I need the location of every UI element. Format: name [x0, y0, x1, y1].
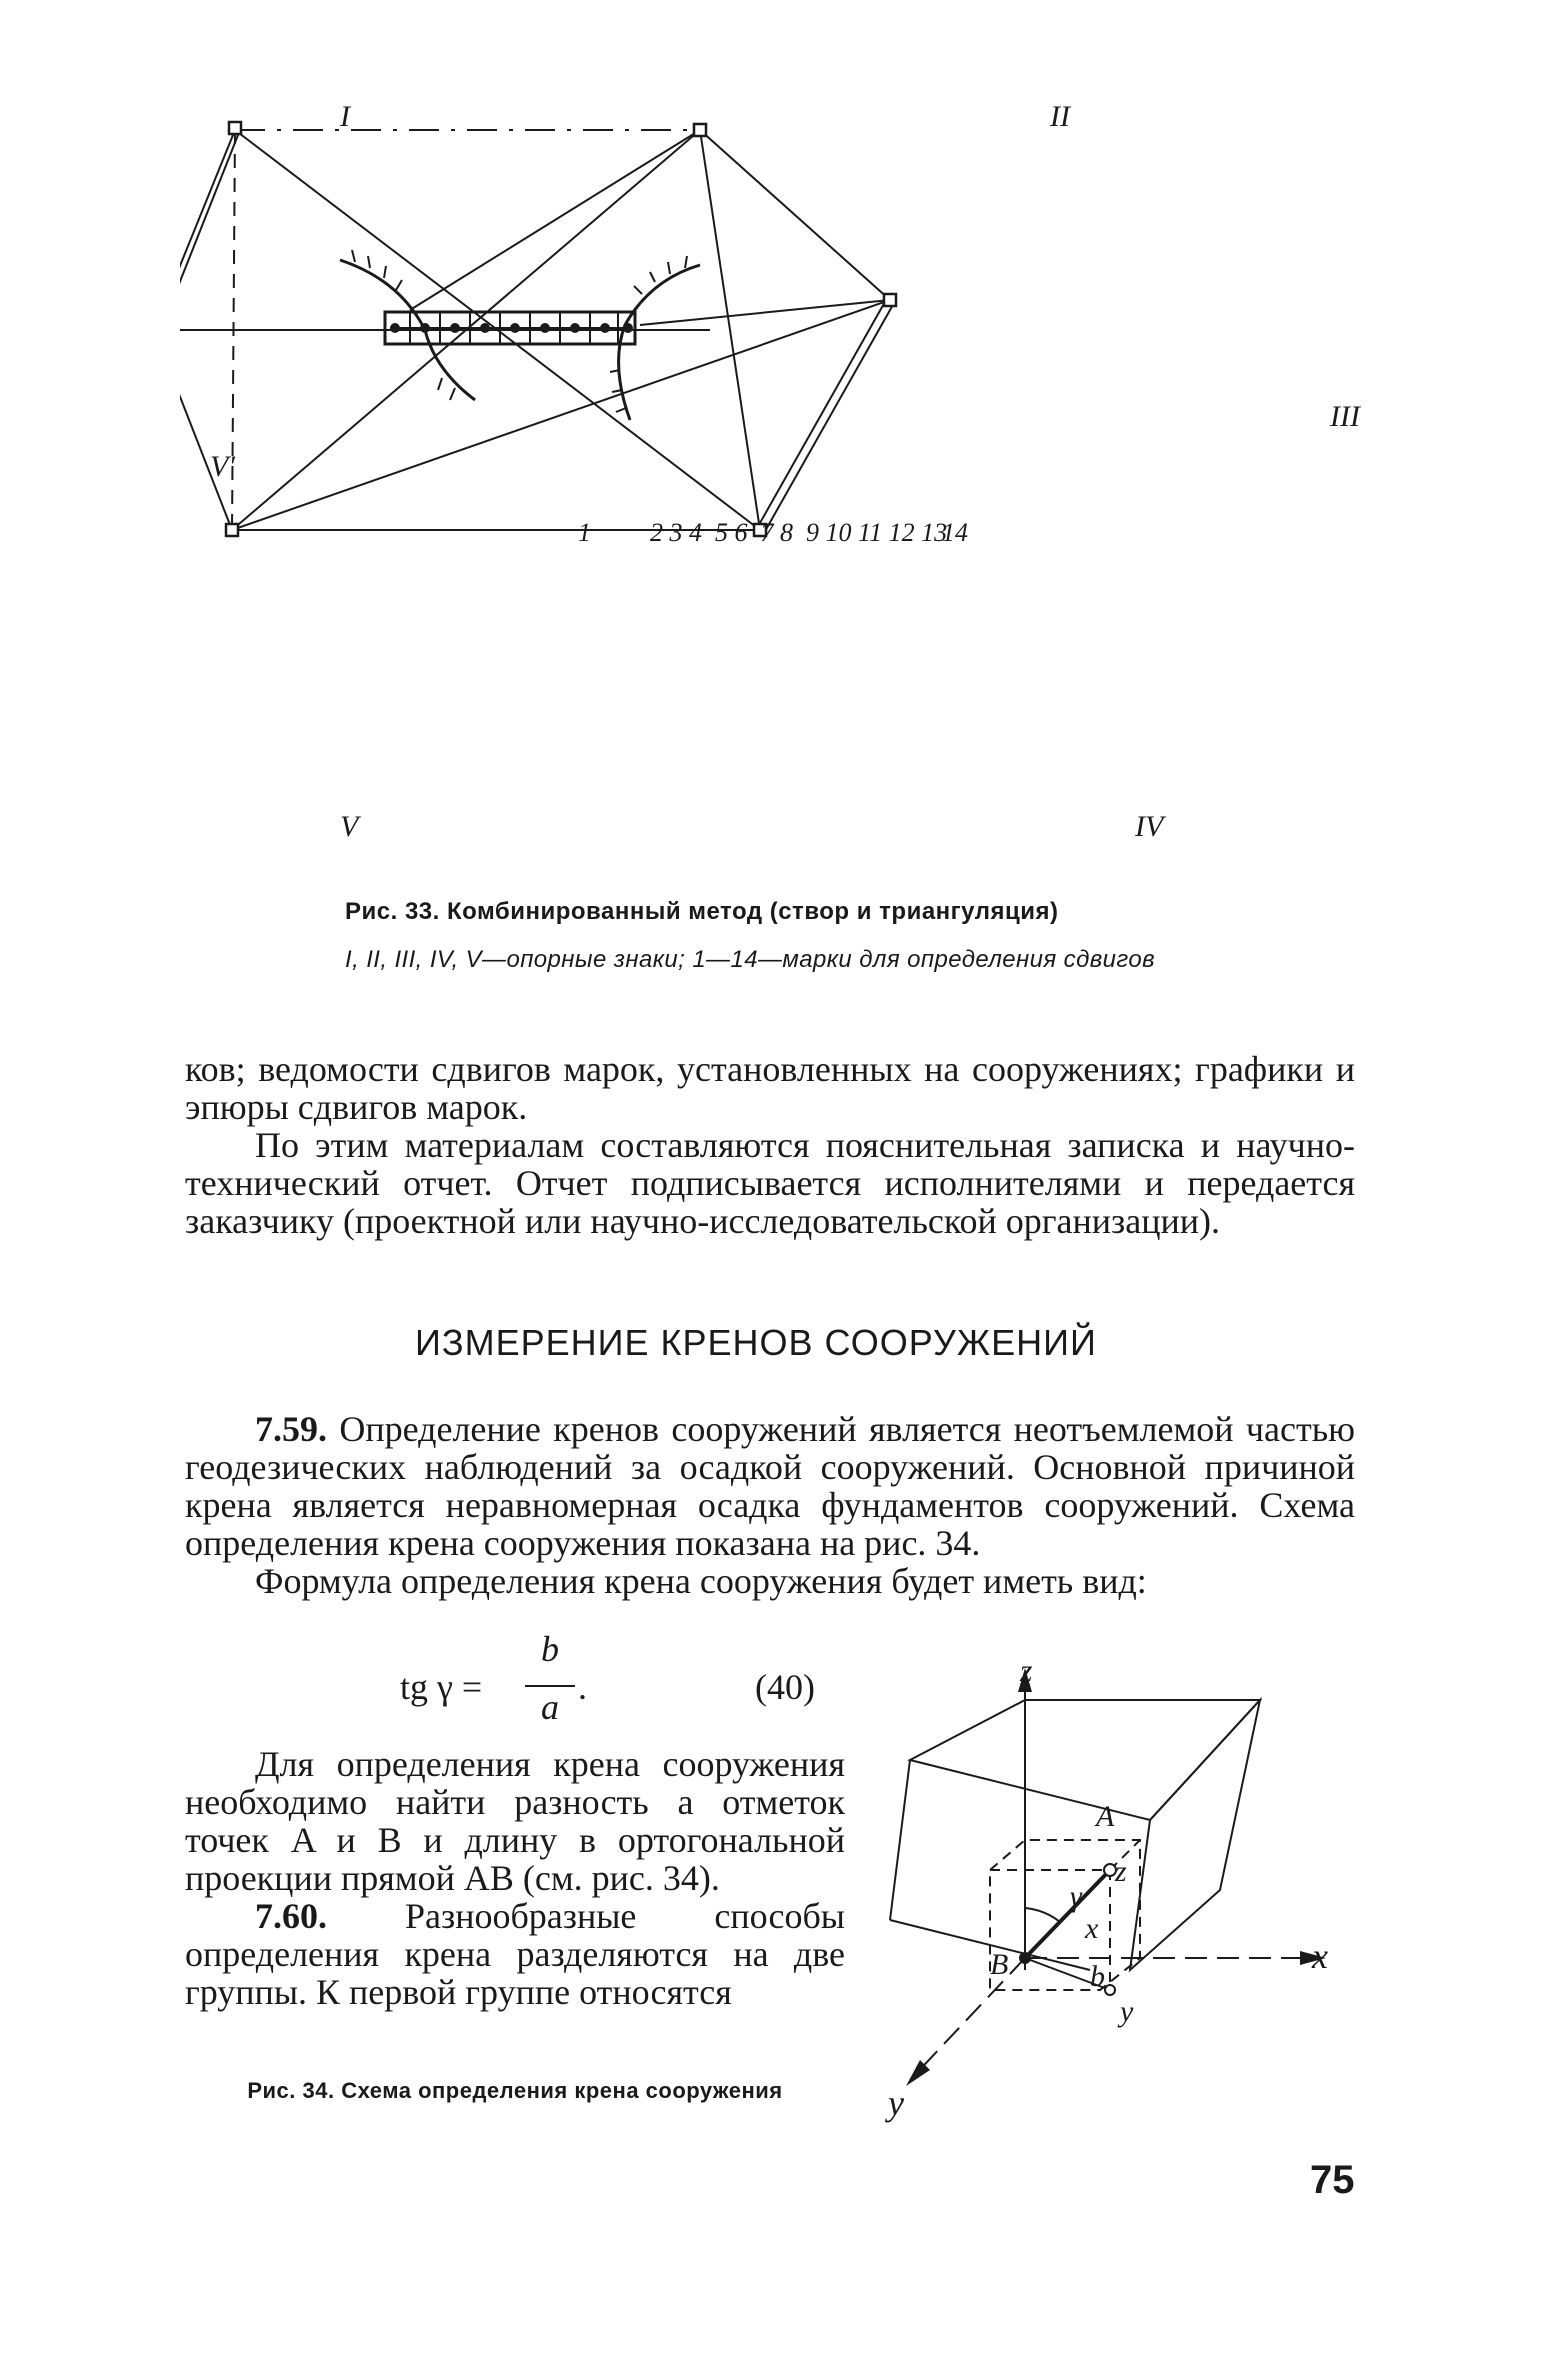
figure-33-triangulation-diagram	[180, 100, 1390, 870]
label-point-B: B	[990, 1948, 1009, 1981]
line-III-IV	[756, 300, 894, 533]
figure-33-caption-legend: I, II, III, IV, V—опорные знаки; 1—14—марки для определения сдвигов	[345, 946, 1156, 973]
line-I-V1b	[180, 130, 240, 332]
line-I-V1	[180, 130, 235, 330]
line-V1-V	[180, 330, 232, 530]
label-z: z	[1115, 1855, 1127, 1888]
structure-top-face	[910, 1700, 1260, 1820]
label-y-axis: y	[888, 2083, 904, 2123]
paragraph-2: По этим материалам составляются пояснительная записка и научно-технический отчет. Отчет подписывается исполнителями и передается заказчику (проектной или научно-исследовательской организации).	[185, 1125, 1355, 1241]
paragraph-left-column	[185, 1745, 845, 2011]
structure-side-face	[1130, 1700, 1260, 1970]
label-V-prime: V'	[210, 450, 235, 483]
formula-number: (40)	[755, 1667, 815, 1707]
label-point-A: A	[1096, 1800, 1115, 1833]
formula-intro: Формула определения крена сооружения будет иметь вид:	[255, 1561, 1147, 1601]
label-V: V	[340, 810, 359, 843]
section-heading: ИЗМЕРЕНИЕ КРЕНОВ СООРУЖЕНИЙ	[415, 1322, 1097, 1363]
support-sign-I	[229, 122, 241, 134]
label-gamma: γ	[1070, 1880, 1082, 1913]
label-z-axis: z	[1020, 1652, 1033, 1688]
paragraph-7-60-text: Разнообразные способы определения крена разделяются на две группы. К первой группе относятся	[185, 1896, 845, 2012]
formula-lhs: tg γ =	[400, 1667, 483, 1707]
paragraph-7-59-text: Определение кренов сооружений является неотъемлемой частью геодезических наблюдений за осадкой сооружений. Основной причиной крена является неравномерная осадка фундаментов сооружений. Схема определения крена сооружения показана на рис. 34.	[185, 1409, 1356, 1563]
support-sign-V	[226, 524, 238, 536]
label-x: x	[1085, 1912, 1099, 1945]
paragraph-7-60-number: 7.60.	[255, 1896, 327, 1936]
label-II: II	[1050, 100, 1070, 133]
paragraph-7-59	[185, 1410, 1355, 1600]
label-IV: IV	[1135, 810, 1164, 843]
label-b: b	[1090, 1960, 1105, 1993]
structure-front-edge	[890, 1760, 910, 1920]
formula-denominator: a	[541, 1687, 559, 1727]
label-I: I	[340, 100, 350, 133]
figure-34-caption: Рис. 34. Схема определения крена сооружения	[247, 2078, 783, 2103]
line-II-mark1	[410, 130, 700, 310]
label-III: III	[1330, 400, 1360, 433]
label-mark-14: 14	[942, 518, 968, 547]
page-number: 75	[1310, 2158, 1355, 2202]
point-y	[1105, 1985, 1115, 1995]
figure-33-caption-title: Рис. 33. Комбинированный метод (створ и триангуляция)	[345, 898, 1059, 925]
paragraph-7-59-number: 7.59.	[255, 1409, 327, 1449]
label-marks-2-13: 2 3 4 5 6 7 8 9 10 11 12 13	[650, 518, 948, 547]
support-sign-II	[694, 124, 706, 136]
label-mark-1: 1	[578, 518, 591, 547]
label-y: y	[1120, 1995, 1134, 2028]
paragraph-continuation	[185, 1050, 1355, 1240]
support-sign-III	[884, 294, 896, 306]
formula-numerator: b	[541, 1629, 559, 1669]
line-II-III	[700, 130, 890, 300]
paragraph-1: ков; ведомости сдвигов марок, установленных на сооружениях; графики и эпюры сдвигов марок.	[185, 1049, 1355, 1127]
point-B	[1019, 1952, 1031, 1964]
paragraph-difference: Для определения крена сооружения необходимо найти разность a отметок точек A и B и длину в ортогональной проекции прямой AB (см. рис. 34).	[185, 1744, 845, 1898]
label-x-axis: x	[1312, 1936, 1328, 1976]
formula-40: tg γ = b a . (40)	[400, 1629, 815, 1727]
